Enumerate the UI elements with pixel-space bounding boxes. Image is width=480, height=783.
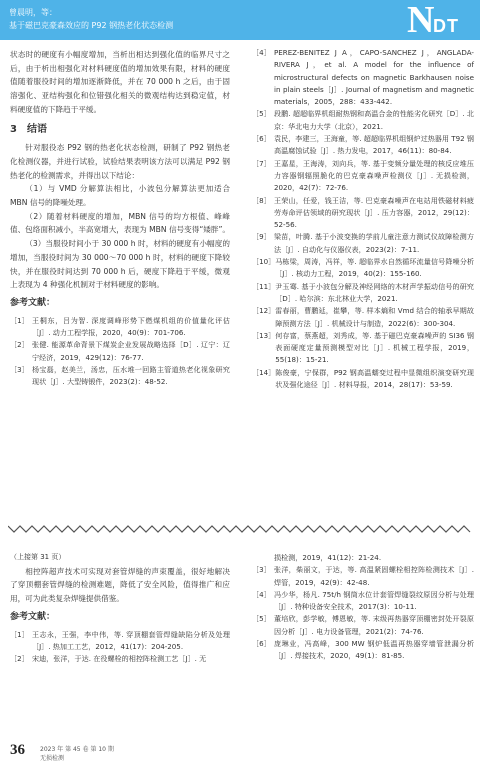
section-heading: 3 结语 [10,123,47,135]
reference-item: ［5］ 段鹏. 超超临界机组耐热钢和高温合金的性能劣化研究［D］. 北京：华北电力大学（北京），2021. [252,109,474,131]
reference-item: ［11］ 尹玉骞. 基于小波包分解及神经网络的木材声学振动信号的研究［D］. 哈尔滨：东北林业大学，2021. [252,281,474,303]
zigzag-divider [8,524,472,534]
reference-item: ［10］ 马栋梁，周涛，冯祥，等. 超临界水自然循环流量信号降噪分析［J］. 核动力工程，2019，40(2)：155-160. [252,257,474,279]
reference-item: ［14］ 陈俊豪，宁保群，P92 钢高温蠕变过程中显微组织演变研究现状及强化途径［J］. 材料导报，2014，28(17)：53-59. [252,367,474,390]
reference-item: ［12］ 雷春丽，曹鹏延，崔攀，等. 样本熵和 Vmd 结合的轴承早期故障预测方法［J］. 机械设计与制造，2022(6)：300-304. [252,306,474,328]
reference-item: ［6］ 袁民，李建三，王海童，等. 超超临界机组钢炉过热器用 T92 钢高温腐蚀试验［J］. 热力发电，2017，46(11)：80-84. [252,134,474,156]
reference-item: ［4］ PEREZ-BENITEZ J A，CAPO-SANCHEZ J，ANGLADA-RIVERA J，et al. A model for the influence of microstructural defects on magnetic Barkhausen noise in plain steels［J］. Journal of magnetism and magnetic materials，2005，288：433-442. [252,48,474,107]
reference-item: ［13］ 何存富，蔡燕超，刘秀成，等. 基于磁巴克豪森噪声的 SI36 钢表面硬度定量预测模型对比［J］. 机械工程学报，2019，55(18)：15-21. [252,330,474,365]
reference-item: ［3］ 张洋，柴丽文，于达，等. 高温紧固螺栓相控阵检测技术［J］. 焊管，2019，42(9)：42-48. [252,565,474,587]
body-paragraph: 针对服役态 P92 钢的热老化状态检测，研制了 P92 钢热老化检测仪器，并进行试验，试验结果表明该方法可以满足 P92 钢热老化的检测需求，并得出以下结论： [10,143,230,180]
lower-right-column [252,552,474,663]
journal-issue: 2023 年 第 45 卷 第 10 期 [40,746,114,753]
reference-continuation: 损检测，2019，41(12)：21-24. [274,553,382,562]
reference-item: ［4］ 冯少华，杨凡. 75t/h 钢筒水位计套管焊缝裂纹原因分析与处理［J］. 特种设备安全技术，2017(3)：10-11. [252,589,474,612]
upper-left-column [10,48,230,388]
journal-name: 无损检测 [40,755,65,762]
reference-item: ［5］ 董培欣，彭学敏，傅恩敏，等. 末级再热器穿顶棚密封处开裂原因分析［J］. 电力设备管理，2021(2)：74-76. [252,614,474,636]
reference-item: ［9］ 梁苗，叶腾. 基于小波变换的学前儿童注意力测试仪故障检测方法［J］. 自动化与仪器仪表，2023(2)：7-11. [252,232,474,254]
header-article-title: 基于磁巴克豪森效应的 P92 钢热老化状态检测 [9,21,174,30]
body-paragraph: 状态时的硬度有小幅度增加，当析出相达到强化值的临界尺寸之后，由于析出相强化对材料硬度值的增加效果有限，材料的硬度值随着服役时间的增加逐渐降低，并在 70 000 h 之后，由于固溶强化、亚结构强化和位错强化相关的微观结构达到稳定值，材料硬度值的下降趋于平缓。 [10,50,230,114]
lower-left-column [10,551,230,665]
page-header [0,0,480,40]
continued-note: （上接第 31 页） [10,553,66,561]
reference-item: ［2］ 张健. 能源革命背景下煤炭企业发展战略选择［D］. 辽宁：辽宁经济，2019，429(12)：76-77. [10,340,230,362]
reference-item: ［8］ 王荣山，任爱，钱王洁，等. 巴克豪森噪声在电站用铁磁材料疲劳寿命评估领域的研究现状［J］. 压力容器，2012，29(12)：52-56. [252,195,474,230]
reference-item: ［1］ 王志永，王强，李中伟，等. 穿顶棚套管焊缝缺陷分析及处理［J］. 热加工工艺，2012，41(17)：204-205. [10,629,230,651]
references-heading: 参考文献： [10,297,56,308]
page-number: 36 [10,742,25,758]
reference-item: ［3］ 杨宝磊，赵美兰，汤忠，压水堆一回路主管道热老化视象研究现状［J］. 大型铸锻件，2023(2)：48-52. [10,364,230,387]
conclusion-item: （3）当服役时间小于 30 000 h 时，材料的硬度有小幅度的增加，当服役时间为 30 000～70 000 h 时，材料的硬度下降较快，并在服役时间达到 70 000 h 后，硬度下降趋于平缓，微观上表现为 4 种强化机制对于材料硬度的影响。 [10,239,230,290]
header-authors: 曾晨明，等： [9,8,57,17]
conclusion-item: （2）随着材料硬度的增加，MBN 信号的均方根值、峰峰值、包络面积减小，半高宽增大，表现为 MBN 信号变得“矮胖”。 [10,211,230,235]
logo-letters: DT [433,16,459,36]
references-heading: 参考文献： [10,611,56,622]
reference-item: ［6］ 庞琳业，冯高峰，300 MW 钢炉低温再热器穿墙管泄漏分析［J］. 焊接技术，2020，49(1)：81-85. [252,639,474,661]
journal-logo [407,0,467,41]
journal-info [40,745,114,763]
reference-item: ［1］ 王桐东，吕为智. 深度调峰形势下燃煤机组的价值量化评估［J］. 动力工程学报，2020，40(9)：701-706. [10,315,230,337]
conclusion-item: （1）与 VMD 分解算法相比，小波包分解算法更加适合 MBN 信号的降噪处理。 [10,184,230,208]
reference-item: ［7］ 王嘉星，王海涛，刘向兵，等. 基于变频分量处理的核反应堆压力容器钢辐照脆化的巴克豪森噪声检测仪［J］. 无损检测，2020，42(7)：72-76. [252,158,474,193]
upper-right-column [252,47,474,391]
body-paragraph: 相控阵超声技术可实现对套管焊缝的声束覆盖，很好地解决了穿顶棚套管焊缝的检测难题，降低了安全风险，值得推广和应用，可为此类复杂焊缝提供借鉴。 [10,566,230,604]
logo-letter: N [407,0,435,41]
reference-item: ［2］ 宋迪，张洋，于达. 在役螺栓的相控阵检测工艺［J］. 无 [10,654,207,664]
